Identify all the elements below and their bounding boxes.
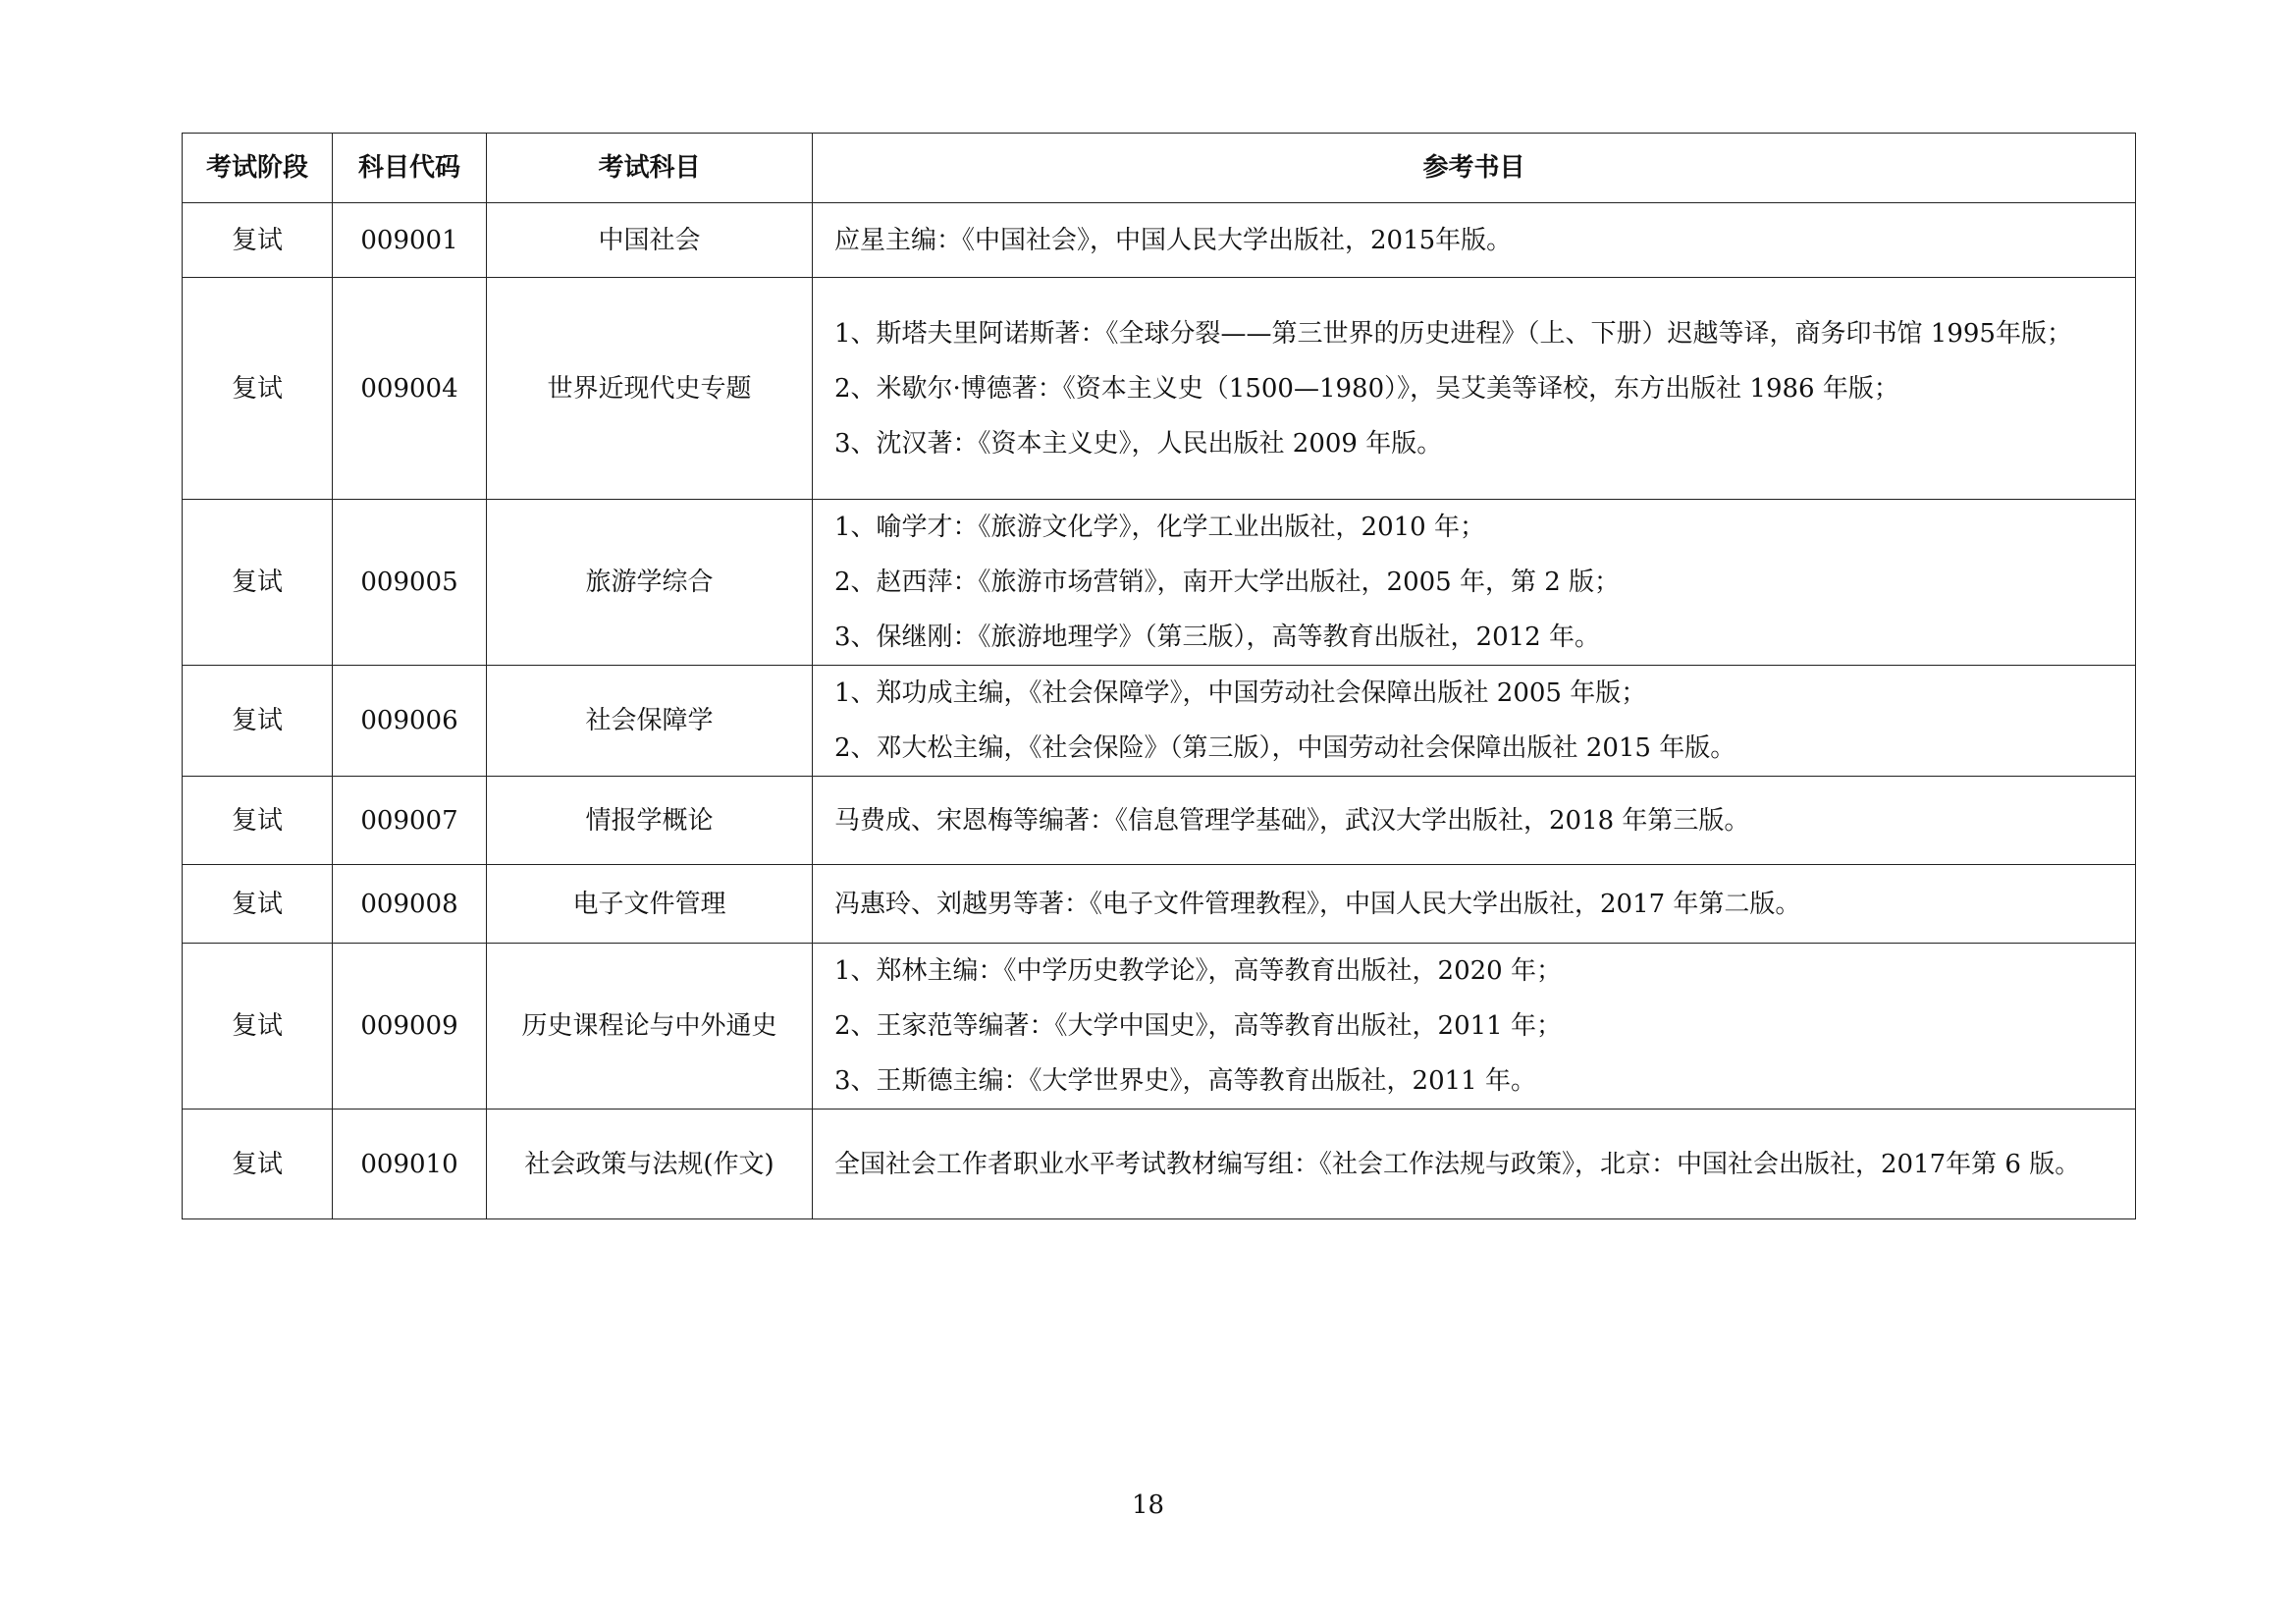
reference-line: 3、保继刚：《旅游地理学》（第三版），高等教育出版社，2012 年。 <box>834 623 1600 652</box>
page-number: 18 <box>1131 1490 1165 1520</box>
cell-references <box>813 865 2136 944</box>
table-row <box>183 500 2136 666</box>
cell-subject: 情报学概论 <box>487 777 813 865</box>
cell-code: 009005 <box>333 500 487 666</box>
cell-code: 009008 <box>333 865 487 944</box>
cell-references <box>813 777 2136 865</box>
cell-subject: 旅游学综合 <box>487 500 813 666</box>
cell-subject: 社会保障学 <box>487 666 813 777</box>
cell-code: 009006 <box>333 666 487 777</box>
table-row <box>183 1110 2136 1219</box>
cell-code: 009004 <box>333 278 487 500</box>
reference-line: 2、米歇尔·博德著：《资本主义史（1500—1980）》，吴艾美等译校，东方出版社 1986 年版； <box>834 373 1899 404</box>
reference-line: 1、喻学才：《旅游文化学》，化学工业出版社，2010 年； <box>834 513 1485 542</box>
cell-references <box>813 1110 2136 1219</box>
cell-stage: 复试 <box>183 666 333 777</box>
reference-line: 马费成、宋恩梅等编著：《信息管理学基础》，武汉大学出版社，2018 年第三版。 <box>834 805 1750 836</box>
cell-code: 009009 <box>333 944 487 1110</box>
cell-subject: 历史课程论与中外通史 <box>487 944 813 1110</box>
table-row <box>183 203 2136 278</box>
reference-line: 1、斯塔夫里阿诺斯著：《全球分裂——第三世界的历史进程》（上、下册）迟越等译，商务印书馆 1995年版； <box>834 318 2072 349</box>
cell-stage: 复试 <box>183 278 333 500</box>
table-row <box>183 865 2136 944</box>
cell-subject: 电子文件管理 <box>487 865 813 944</box>
table-header-row <box>183 134 2136 203</box>
cell-stage: 复试 <box>183 500 333 666</box>
reference-books-table <box>182 133 2136 1219</box>
cell-code: 009007 <box>333 777 487 865</box>
table-row <box>183 278 2136 500</box>
reference-line: 2、王家范等编著：《大学中国史》，高等教育出版社，2011 年； <box>834 1011 1562 1041</box>
cell-code: 009001 <box>333 203 487 278</box>
cell-references <box>813 666 2136 777</box>
cell-subject: 社会政策与法规(作文) <box>487 1110 813 1219</box>
cell-subject: 中国社会 <box>487 203 813 278</box>
cell-subject: 世界近现代史专题 <box>487 278 813 500</box>
table-row <box>183 777 2136 865</box>
cell-references <box>813 278 2136 500</box>
cell-stage: 复试 <box>183 203 333 278</box>
table-row <box>183 944 2136 1110</box>
reference-line: 3、王斯德主编：《大学世界史》，高等教育出版社，2011 年。 <box>834 1066 1536 1096</box>
reference-line: 冯惠玲、刘越男等著：《电子文件管理教程》，中国人民大学出版社，2017 年第二版。 <box>834 889 1801 919</box>
reference-line: 2、赵西萍：《旅游市场营销》，南开大学出版社，2005 年，第 2 版； <box>834 568 1621 597</box>
reference-line: 1、郑林主编：《中学历史教学论》，高等教育出版社，2020 年； <box>834 956 1562 986</box>
cell-code: 009010 <box>333 1110 487 1219</box>
cell-stage: 复试 <box>183 865 333 944</box>
cell-references <box>813 203 2136 278</box>
reference-line: 应星主编：《中国社会》，中国人民大学出版社，2015年版。 <box>834 225 1513 255</box>
reference-line: 1、郑功成主编，《社会保障学》，中国劳动社会保障出版社 2005 年版； <box>834 678 1647 708</box>
reference-line: 3、沈汉著：《资本主义史》，人民出版社 2009 年版。 <box>834 428 1443 459</box>
table-body <box>183 203 2136 1219</box>
reference-line: 全国社会工作者职业水平考试教材编写组：《社会工作法规与政策》，北京：中国社会出版社，2017年第 6 版。 <box>834 1149 2081 1179</box>
header-stage: 考试阶段 <box>183 134 333 203</box>
header-subject: 考试科目 <box>487 134 813 203</box>
table-row <box>183 666 2136 777</box>
cell-stage: 复试 <box>183 1110 333 1219</box>
cell-references <box>813 944 2136 1110</box>
reference-line: 2、邓大松主编，《社会保险》（第三版），中国劳动社会保障出版社 2015 年版。 <box>834 733 1736 763</box>
cell-references <box>813 500 2136 666</box>
cell-stage: 复试 <box>183 777 333 865</box>
cell-stage: 复试 <box>183 944 333 1110</box>
header-code: 科目代码 <box>333 134 487 203</box>
header-references: 参考书目 <box>813 134 2136 203</box>
